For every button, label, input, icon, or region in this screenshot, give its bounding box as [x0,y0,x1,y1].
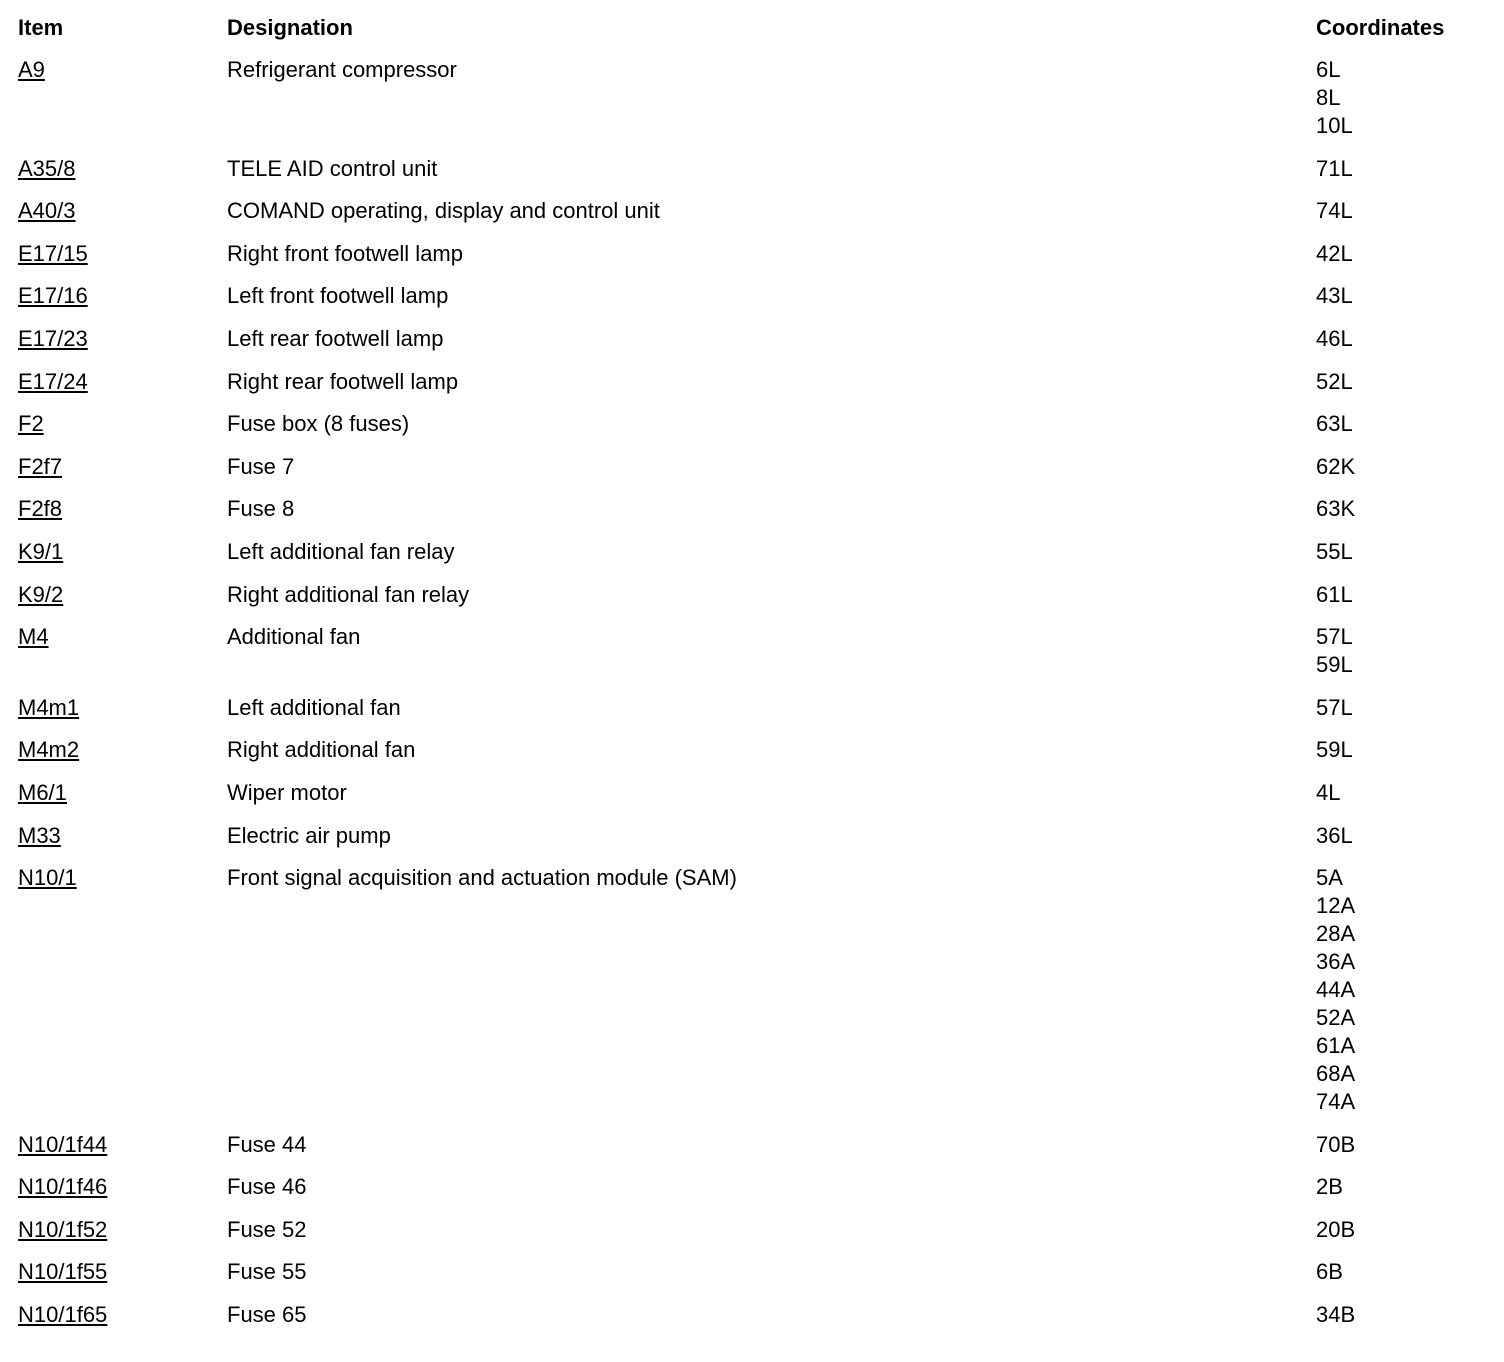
coordinate-value: 70B [1316,1131,1356,1157]
designation-cell: Fuse 44 [227,1131,307,1157]
table-row [18,155,1498,198]
designation-cell: Refrigerant compressor [227,57,457,82]
designation-cell: Wiper motor [227,779,347,805]
table-row [18,282,1498,325]
coordinate-value: 52A [1316,1005,1356,1031]
coordinate-value: 55L [1316,538,1353,564]
item-link[interactable]: N10/1f65 [18,1302,108,1328]
designation-cell: Left rear footwell lamp [227,325,444,351]
item-cell [18,410,227,438]
item-link[interactable]: N10/1f44 [18,1131,108,1157]
table-row [18,1258,1498,1301]
coordinates-cell [1316,1131,1496,1159]
coordinate-value: 36A [1316,949,1356,975]
item-cell [18,581,227,609]
coordinate-value: 46L [1316,325,1353,351]
coordinates-cell [1316,368,1496,396]
item-cell [18,282,227,310]
item-link[interactable]: N10/1 [18,865,77,891]
table-row [18,240,1498,283]
coordinate-value: 28A [1316,921,1356,947]
table-row [18,1131,1498,1174]
coordinate-value: 36L [1316,822,1353,848]
coordinate-value: 52L [1316,368,1353,394]
table-row [18,1173,1498,1216]
coordinate-value: 63L [1316,411,1353,437]
coordinate-value: 59L [1316,737,1353,763]
designation-cell: Left additional fan relay [227,538,455,564]
coordinates-cell [1316,736,1496,764]
coordinate-value: 74A [1316,1089,1356,1115]
designation-cell: Right additional fan relay [227,581,470,607]
coordinate-value: 57L [1316,624,1353,650]
coordinate-value: 57L [1316,694,1353,720]
item-cell [18,240,227,268]
coordinates-cell [1316,282,1496,310]
designation-cell: Electric air pump [227,822,391,848]
designation-cell: COMAND operating, display and control unit [227,198,660,224]
coordinates-cell [1316,197,1496,225]
table-row [18,581,1498,624]
coordinates-cell [1316,1301,1496,1329]
header-designation: Designation [227,15,353,40]
item-link[interactable]: M6/1 [18,779,67,805]
coordinates-cell [1316,410,1496,438]
coordinates-cell [1316,538,1496,566]
item-link[interactable]: K9/2 [18,581,64,607]
item-link[interactable]: M33 [18,822,61,848]
coordinate-value: 10L [1316,113,1353,138]
table-row [18,1216,1498,1259]
designation-cell: Additional fan [227,624,361,650]
coordinates-cell [1316,779,1496,807]
coordinates-cell [1316,240,1496,268]
designation-cell: Left additional fan [227,694,401,720]
coordinate-value: 4L [1316,779,1341,805]
table-row [18,56,1498,155]
designation-cell: Front signal acquisition and actuation module (SAM) [227,865,737,891]
coordinates-cell [1316,56,1496,140]
item-link[interactable]: A40/3 [18,198,76,224]
table-row [18,623,1498,694]
table-row [18,779,1498,822]
designation-cell: Right additional fan [227,737,416,763]
coordinates-cell [1316,623,1496,679]
item-cell [18,694,227,722]
item-link[interactable]: N10/1f52 [18,1216,108,1242]
coordinate-value: 62K [1316,453,1356,479]
coordinate-value: 20B [1316,1216,1356,1242]
item-cell [18,197,227,225]
item-link[interactable]: F2f7 [18,453,63,479]
designation-cell: Fuse box (8 fuses) [227,411,410,437]
table-row [18,325,1498,368]
designation-cell: Right front footwell lamp [227,240,463,266]
item-cell [18,779,227,807]
table-row [18,410,1498,453]
table-row [18,1301,1498,1344]
item-link[interactable]: F2f8 [18,496,63,522]
coordinates-cell [1316,864,1496,1116]
item-link[interactable]: A9 [18,57,45,82]
designation-cell: TELE AID control unit [227,155,438,181]
designation-cell: Fuse 46 [227,1174,307,1200]
item-cell [18,822,227,850]
item-link[interactable]: N10/1f46 [18,1174,108,1200]
coordinates-cell [1316,822,1496,850]
coordinate-value: 43L [1316,283,1353,309]
designation-cell: Fuse 65 [227,1302,307,1328]
coordinates-cell [1316,495,1496,523]
coordinates-cell [1316,325,1496,353]
coordinate-value: 61A [1316,1033,1356,1059]
table-row [18,694,1498,737]
designation-cell: Fuse 55 [227,1259,307,1285]
coordinate-value: 6B [1316,1259,1343,1285]
coordinates-cell [1316,155,1496,183]
coordinates-cell [1316,1216,1496,1244]
designation-cell: Fuse 8 [227,496,295,522]
designation-cell: Fuse 7 [227,453,295,479]
table-row [18,736,1498,779]
item-link[interactable]: E17/16 [18,283,88,309]
designation-cell: Left front footwell lamp [227,283,449,309]
item-link[interactable]: A35/8 [18,155,76,181]
coordinate-value: 12A [1316,893,1356,919]
item-cell [18,1216,227,1244]
item-cell [18,56,227,84]
item-cell [18,1131,227,1159]
table-row [18,453,1498,496]
item-link[interactable]: M4m2 [18,737,80,763]
table-row [18,368,1498,411]
table-body [18,56,1498,1344]
coordinates-cell [1316,453,1496,481]
designation-cell: Right rear footwell lamp [227,368,459,394]
item-cell [18,736,227,764]
table-row [18,197,1498,240]
item-cell [18,1258,227,1286]
item-link[interactable]: E17/23 [18,325,88,351]
coordinate-value: 44A [1316,977,1356,1003]
item-link[interactable]: M4m1 [18,694,80,720]
table-row [18,822,1498,865]
item-cell [18,155,227,183]
table-row [18,538,1498,581]
coordinate-value: 34B [1316,1302,1356,1328]
item-cell [18,538,227,566]
coordinate-value: 74L [1316,198,1353,224]
header-item: Item [18,15,64,40]
item-link[interactable]: E17/15 [18,240,88,266]
header-coordinates: Coordinates [1316,15,1445,40]
item-cell [18,1301,227,1329]
coordinates-cell [1316,1173,1496,1201]
table-row [18,864,1498,1131]
coordinate-value: 42L [1316,240,1353,266]
item-cell [18,1173,227,1201]
item-link[interactable]: M4 [18,624,49,650]
coordinates-cell [1316,1258,1496,1286]
coordinate-value: 63K [1316,496,1356,522]
table-row [18,495,1498,538]
item-cell [18,864,227,892]
item-cell [18,495,227,523]
table-header [18,14,1498,56]
coordinate-value: 8L [1316,85,1341,110]
item-link[interactable]: E17/24 [18,368,88,394]
coordinates-cell [1316,581,1496,609]
coordinate-value: 59L [1316,652,1353,678]
item-cell [18,623,227,651]
coordinate-value: 61L [1316,581,1353,607]
item-cell [18,325,227,353]
legend-table [18,14,1498,1344]
item-cell [18,368,227,396]
item-link[interactable]: F2 [18,411,44,437]
designation-cell: Fuse 52 [227,1216,307,1242]
coordinates-cell [1316,694,1496,722]
item-cell [18,453,227,481]
coordinate-value: 6L [1316,57,1341,82]
coordinate-value: 5A [1316,865,1343,891]
coordinate-value: 71L [1316,155,1353,181]
item-link[interactable]: K9/1 [18,538,64,564]
coordinate-value: 68A [1316,1061,1356,1087]
coordinate-value: 2B [1316,1174,1343,1200]
item-link[interactable]: N10/1f55 [18,1259,108,1285]
